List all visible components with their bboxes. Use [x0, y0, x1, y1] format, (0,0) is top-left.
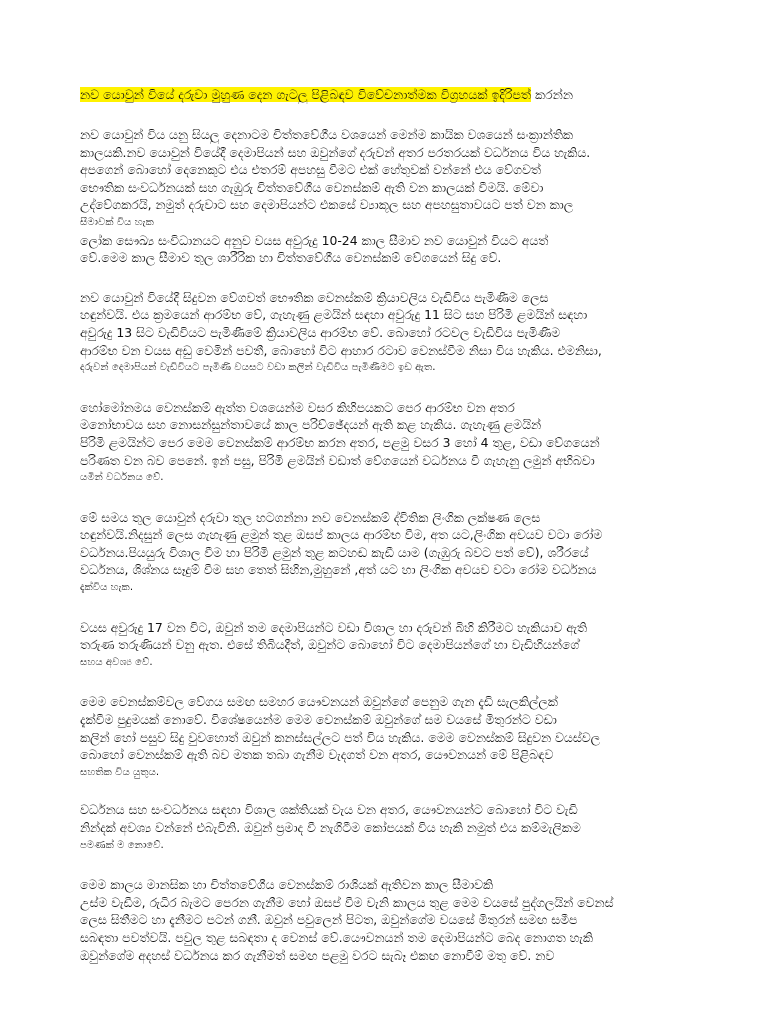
text-line: වර්ධනය.පියයුරු විශාල වීම හා පිරිමි ළමුන් තුළ කටහඬ කැඩී යාම (ගැඹුරු බවට පත් වේ), ශරීරයේ: [80, 544, 589, 560]
text-line: යමින් වර්ධනය වේ.: [80, 472, 164, 484]
highlighted-title: නව යොවුන් වියේ දරුවා මුහුණ දෙන ගැටලු පිළිබඳව විවේචනාත්මක විග්‍රහයක් ඉදිරිපත්: [80, 87, 531, 102]
paragraph: [80, 289, 728, 377]
text-line: නව යොවුන් වියේදී සිදුවන වේගවත් භෞතික වෙනස්කම් ක්‍රියාවලිය වැඩිවිය පැමිණීම ලෙස: [80, 289, 549, 305]
text-line: මනෝභාවය සහ නොසන්සුන්තාවයේ කාල පරිච්ඡේදයන් ඇති කළ හැකිය. ගැහැණු ළමයින්: [80, 417, 542, 433]
text-line: භෞතික සංවර්ධනයක් සහ ගැඹුරු චිත්තවේගීය වෙනස්කම් ඇති වන කාලයක් වීමයි. මේවා: [80, 179, 544, 195]
text-line: ලෝක සෞඛ්‍ය සංවිධානයට අනුව වයස අවුරුදු 10-24 කාල සීමාව නව යොවුන් වියට අයත්: [80, 232, 549, 248]
text-line: හඳුන්වයි.නිදසුන් ලෙස ගැහැණු ළමුන් තුළ ඔසප් කාලය ආරම්භ වීම, අත යට,ලිංගික අවයව වටා රෝම: [80, 527, 603, 543]
paragraph: [80, 126, 728, 267]
text-line: හඳුන්වයි. එය ක්‍රමයෙන් ආරම්භ වේ, ගැහැණු ළමයින් සඳහා අවුරුදු 11 සිට සහ පිරිමි ළමයින් සඳහා: [80, 307, 588, 323]
text-line: වර්ධනය, ශිශ්නය සෑදුම් වීම සහ තෙත් සිහින,මුහුනේ ,අත් යට හා ලිංගික අවයව වටා රෝම වර්ධනය: [80, 562, 597, 578]
text-line: ආරම්භ වන වයස අඩු වෙමින් පවතී, බොහෝ විට ආහාර රටාව වෙනස්වීම නිසා විය හැකිය. එමනිසා,: [80, 342, 602, 358]
document-title: [80, 86, 728, 104]
body-text: [80, 126, 728, 964]
text-line: අවුරුදු 13 සිට වැඩිවියට පැමිණීමේ ක්‍රියාවලිය ආරම්භ වේ. බොහෝ රටවල වැඩිවිය පැමිණීම: [80, 324, 561, 340]
paragraph: [80, 619, 728, 672]
text-line: සබඳතා පවත්වයි. පවුල තුළ සබඳතා ද වෙනස් වේ.යෞවනයන් තම දෙමාපියන්ට බෙද නොගත හැකි: [80, 929, 593, 945]
text-line: මේ සමය තුල යොවුන් දරුවා තුල හටගන්නා නව වෙනස්කම් ද්විතික ලිංගික ලක්ෂණ ලෙස: [80, 509, 541, 525]
text-line: නව යොවුන් විය යනු සියලු දෙනාටම චිත්තවේගීය වශයෙන් මෙන්ම කායික වශයෙන් සංක්‍රාන්තික: [80, 127, 573, 142]
text-line: තරුණ තරුණියන් වනු ඇත. එසේ තිබියදීත්, ඔවුන්ට බොහෝ විට දෙමාපියන්ගේ හා වැඩිහියන්ගේ: [80, 637, 580, 653]
text-line: සහය අවශ්‍ය වේ.: [80, 656, 153, 668]
text-line: බොහෝ වෙනස්කම් ඇති බව මතක තබා ගැනීම වැදගත් වන අතර, යෞවනයන් මේ පිළිබඳව: [80, 747, 554, 763]
text-line: මෙම වෙනස්කම්වල වේගය සමඟ සමහර යෞවනයන් ඔවුන්ගේ පෙනුම ගැන දැඩි සැලකිල්ලක්: [80, 694, 558, 710]
text-line: හෝමෝනමය වෙනස්කම් ඇත්ත වශයෙන්ම වසර කිහිපයකට පෙර ආරම්භ වන අතර: [80, 399, 515, 415]
paragraph: [80, 509, 728, 597]
text-line: දැක්විය හැක.: [80, 582, 134, 594]
text-line: ලෙස සිතීමට හා දැනීමට පටන් ගනී. ඔවුන් පවුලෙන් පිටත, ඔවුන්ගේම වයසේ මිතුරන් සමඟ සමීප: [80, 912, 578, 928]
text-line: කලින් හෝ පසුව සිදු වුවහොත් ඔවුන් කනස්සල්ලට පත් විය හැකිය. මෙම වෙනස්කම් සිදුවන වයස්වල: [80, 729, 601, 745]
text-line: කාලයකි.නව යොවුන් වියේදී දෙමාපියන් සහ ඔවුන්ගේ දරුවන් අතර පරතරයක් වර්ධනය විය හැකිය.: [80, 144, 591, 160]
text-line: දැක්වීම පුදුමයක් නොවේ. විශේෂයෙන්ම මෙම වෙනස්කම් ඔවුන්ගේ සම වයසේ මිතුරන්ට වඩා: [80, 712, 557, 728]
text-line: පමණක් ම නොවේ.: [80, 839, 164, 851]
text-line: මෙම කාලය මානසික හා චිත්තවේගීය වෙනස්කම් රාශියක් ඇතිවන කාල සීමාවකි: [80, 877, 494, 893]
paragraph: [80, 693, 728, 781]
text-line: සීමාවක් විය හැක: [80, 216, 154, 228]
text-line: නින්දක් අවශ්‍ය වන්නේ එබැවිනි. ඔවුන් ප්‍රමාද වී නැගිටීම කෝපයක් විය හැකි නමුත් එය කම්මැලිකම: [80, 820, 581, 835]
text-line: වර්ධනය සහ සංවර්ධනය සඳහා විශාල ශක්තියක් වැය වන අතර, යෞවනයන්ට බොහෝ විට වැඩි: [80, 802, 578, 818]
text-line: වේ.මෙම කාල සීමාව තුල ශාරීරික හා චිත්තවේගීය වෙනස්කම් වේගයෙන් සිදු වේ.: [80, 250, 502, 266]
text-line: වයස අවුරුදු 17 වන විට, ඔවුන් තම දෙමාපියන්ට වඩා විශාල හා දරුවන් බිහි කිරීමට හැකියාව ඇති: [80, 619, 588, 635]
text-line: ඔවුන්ගේම අදහස් වර්ධනය කර ගැනීමත් සමඟ පළමු වරට සැබෑ එකඟ නොවීම් මතු වේ. නව: [80, 947, 555, 963]
text-line: දරුවන් දෙමාපියන් වැඩිවියට පැමිණි වයසට වඩා කලින් වැඩිවිය පැමිණීමට ඉඩ ඇත.: [80, 362, 436, 374]
paragraph: [80, 399, 728, 487]
text-line: පරිණත වන බව පෙනේ. ඉන් පසු, පිරිමි ළමයින් වඩාත් වේගයෙන් වර්ධනය වී ගැහැනු ලමුන් අභිබවා: [80, 452, 595, 468]
title-suffix: කරන්න: [531, 87, 573, 102]
text-line: උද්වේගකරයි, නමුත් දරුවාට සහ දෙමාපියන්ට එකසේ ව්‍යාකූල සහ අපහසුතාවයට පත් වන කාල: [80, 197, 574, 213]
text-line: සහතික විය යුතුය.: [80, 766, 160, 778]
paragraph: [80, 876, 728, 964]
text-line: උස්ම වැඩීම, රුධිර බැමට පෙරන ගැනීම හෝ ඔසප් වීම වැනි කාලය තුළ මෙම වයසේ පුද්ගලයින් වෙනස්: [80, 894, 614, 910]
text-line: අපගෙන් බොහෝ දෙනෙකුට එය එතරම් අපහසු වීමට එක් හේතුවක් වන්නේ එය වේගවත්: [80, 162, 541, 178]
paragraph: [80, 801, 728, 854]
text-line: පිරිමි ළමයින්ට පෙර මෙම වෙනස්කම් ආරම්භ කරන අතර, පළමු වසර 3 හෝ 4 තුළ, වඩා වේගයෙන්: [80, 434, 600, 450]
